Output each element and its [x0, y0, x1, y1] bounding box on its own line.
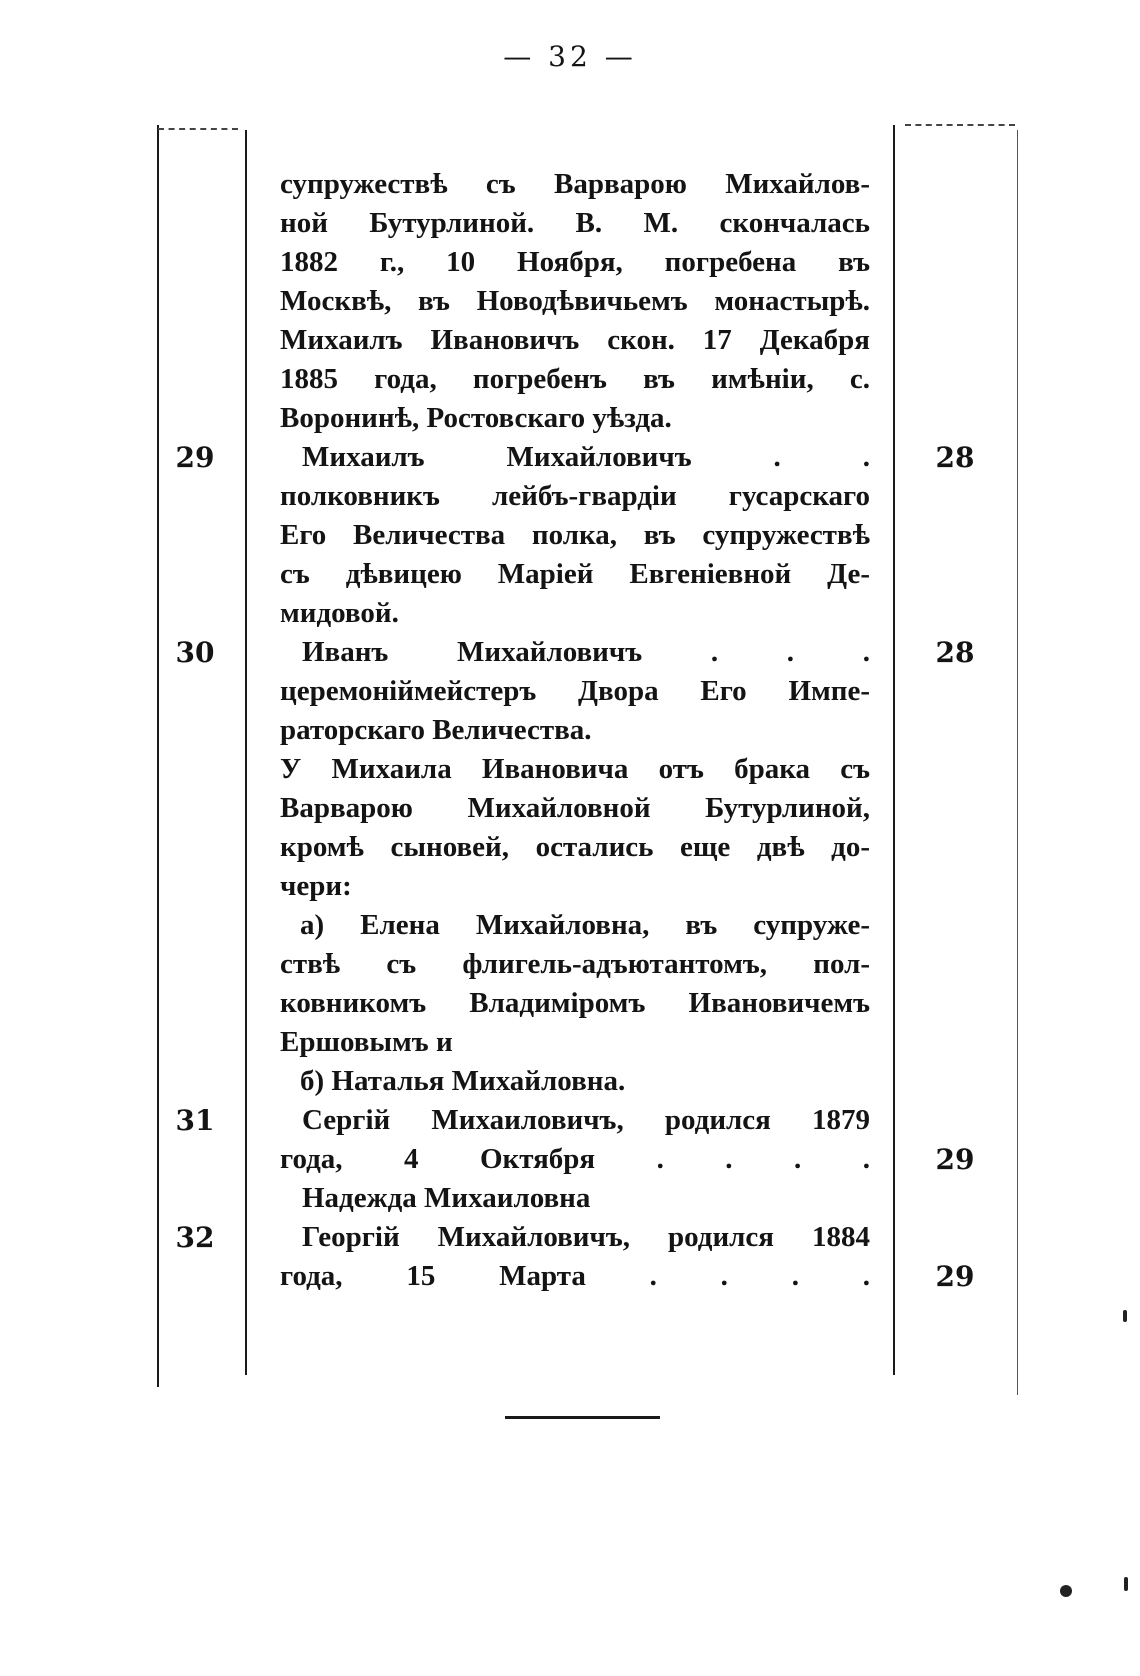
text-line	[0, 1218, 1140, 1257]
entry-number: 32	[175, 1221, 215, 1254]
line-text: Москвѣ, въ Новодѣвичьемъ монастырѣ.	[280, 285, 870, 317]
text-line	[0, 1140, 1140, 1179]
scan-speck	[1123, 1310, 1127, 1322]
scan-speck	[1060, 1585, 1072, 1597]
text-line	[0, 594, 1140, 633]
scan-speck	[1124, 1577, 1128, 1591]
text-line	[0, 711, 1140, 750]
line-text: чери:	[280, 870, 352, 902]
line-text: церемоніймейстеръ Двора Его Импе-	[280, 675, 870, 707]
line-text: б) Наталья Михайловна.	[300, 1065, 626, 1097]
line-text: мидовой.	[280, 597, 399, 629]
reference-number: 28	[935, 636, 975, 669]
reference-number: 29	[935, 1143, 975, 1176]
text-line	[0, 1101, 1140, 1140]
line-text: а) Елена Михайловна, въ супруже-	[300, 909, 870, 941]
entry-number: 31	[175, 1104, 215, 1137]
page-number: — 32 —	[503, 40, 637, 73]
line-text: года, 15 Марта . . . .	[280, 1260, 870, 1292]
line-text: супружествѣ съ Варварою Михайлов-	[280, 168, 870, 200]
line-text: У Михаила Ивановича отъ брака съ	[280, 753, 870, 785]
text-line	[0, 906, 1140, 945]
text-line	[0, 828, 1140, 867]
text-line	[0, 1179, 1140, 1218]
text-line	[0, 321, 1140, 360]
line-text: 1882 г., 10 Ноября, погребена въ	[280, 246, 870, 278]
text-line	[0, 1257, 1140, 1296]
text-line	[0, 204, 1140, 243]
text-line	[0, 1062, 1140, 1101]
line-text: Сергій Михаиловичъ, родился 1879	[302, 1104, 870, 1136]
text-line	[0, 945, 1140, 984]
line-text: 1885 года, погребенъ въ имѣніи, с.	[280, 363, 870, 395]
text-line	[0, 399, 1140, 438]
line-text: Георгій Михайловичъ, родился 1884	[302, 1221, 870, 1253]
text-line	[0, 516, 1140, 555]
line-text: съ дѣвицею Маріей Евгеніевной Де-	[280, 558, 870, 590]
line-text: Михаилъ Михайловичъ . .	[302, 441, 870, 473]
line-text: Михаилъ Ивановичъ скон. 17 Декабря	[280, 324, 870, 356]
text-line	[0, 360, 1140, 399]
text-line	[0, 243, 1140, 282]
entry-number: 30	[175, 636, 215, 669]
text-line	[0, 1023, 1140, 1062]
text-line	[0, 438, 1140, 477]
text-line	[0, 672, 1140, 711]
line-text: Его Величества полка, въ супружествѣ	[280, 519, 870, 551]
line-text: года, 4 Октября . . . .	[280, 1143, 870, 1175]
text-line	[0, 984, 1140, 1023]
line-text: Иванъ Михайловичъ . . .	[302, 636, 870, 668]
text-line	[0, 750, 1140, 789]
text-line	[0, 633, 1140, 672]
line-text: раторскаго Величества.	[280, 714, 592, 746]
line-text: Ершовымъ и	[280, 1026, 453, 1058]
line-text: полковникъ лейбъ-гвардіи гусарскаго	[280, 480, 870, 512]
entry-number: 29	[175, 441, 215, 474]
text-line	[0, 867, 1140, 906]
top-right-dashed-border	[905, 124, 1015, 126]
line-text: Варварою Михайловной Бутурлиной,	[280, 792, 870, 824]
text-line	[0, 789, 1140, 828]
text-line	[0, 477, 1140, 516]
line-text: ной Бутурлиной. В. М. скончалась	[280, 207, 870, 239]
reference-number: 29	[935, 1260, 975, 1293]
line-text: кромѣ сыновей, остались еще двѣ до-	[280, 831, 870, 863]
top-left-dashed-border	[158, 128, 238, 130]
line-text: Воронинѣ, Ростовскаго уѣзда.	[280, 402, 672, 434]
text-line	[0, 555, 1140, 594]
text-line	[0, 282, 1140, 321]
line-text: ствѣ съ флигель-адъютантомъ, пол-	[280, 948, 870, 980]
reference-number: 28	[935, 441, 975, 474]
line-text: Надежда Михаиловна	[302, 1182, 591, 1214]
line-text: ковникомъ Владиміромъ Ивановичемъ	[280, 987, 870, 1019]
closing-rule	[505, 1416, 660, 1419]
text-line	[0, 165, 1140, 204]
